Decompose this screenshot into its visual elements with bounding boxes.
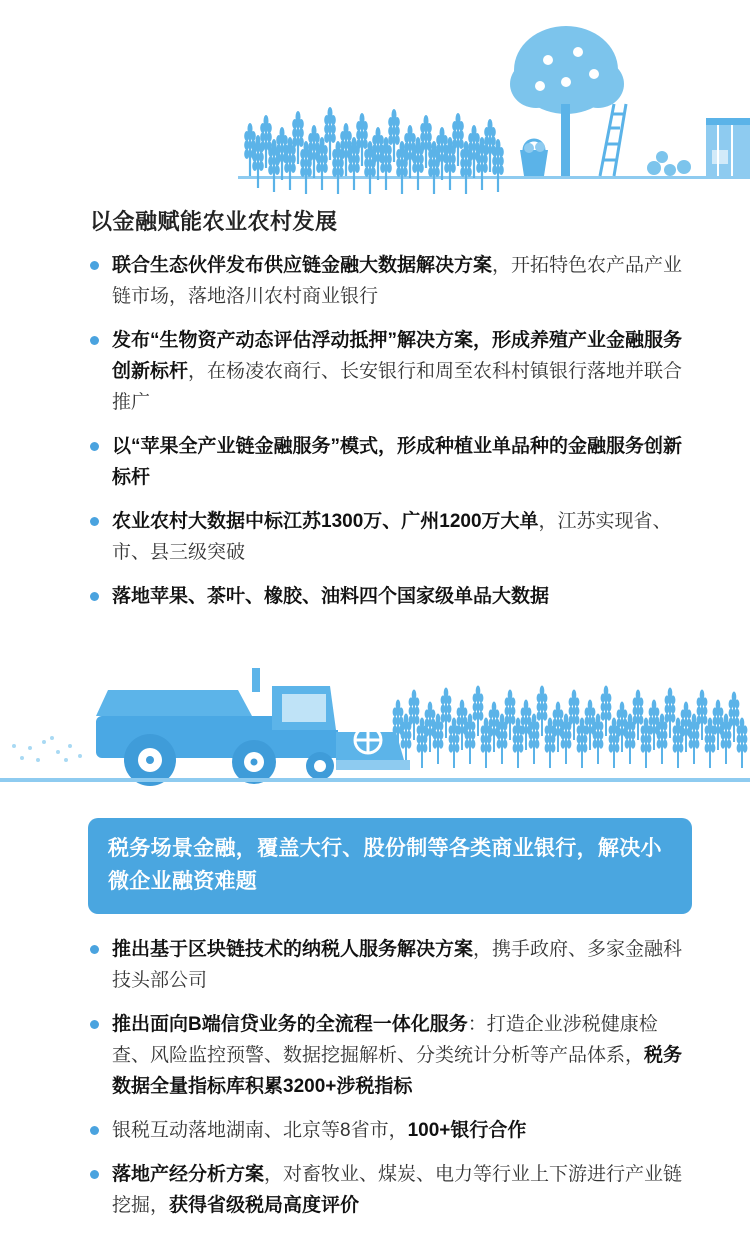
section-one-bullet-item-text: 以“苹果全产业链金融服务”模式，形成种植业单品种的金融服务创新标杆	[112, 436, 683, 488]
section-two-bullet-item-text: ：打造企业涉税健康检查、风险监控预警、数据挖掘解析、分类统计分析等产品体系，	[112, 1014, 658, 1066]
section-one-bullet-item	[90, 506, 690, 568]
section-two-bullet-item	[90, 934, 690, 996]
section-two-bullet-item-text: 银税互动落地湖南、北京等8省市，	[112, 1120, 408, 1141]
harvester-combine-in-wheat-field-illustration	[0, 620, 750, 790]
section-one-bullet-item-text: ，开拓特色农产品产业链市场，落地洛川农村商业银行	[112, 255, 683, 307]
section-one-bullet-item-text: ，在杨凌农商行、长安银行和周至农科村镇银行落地并联合推广	[112, 361, 683, 413]
section-two-bullet-list	[0, 934, 750, 1221]
section-one-bullet-item-text: 发布供应链金融大数据解决方案	[226, 255, 493, 276]
section-two-bullet-item-text: ，对畜牧业、煤炭、电力等行业上下游进行产业链挖掘，	[112, 1164, 683, 1216]
section-agriculture-finance	[0, 205, 750, 625]
section-two-bullet-item	[90, 1115, 690, 1146]
section-tax-scenario-finance	[0, 818, 750, 1234]
section-one-bullet-item-text: 农业农村大数据中标江苏1300万、广州1200万大单	[112, 511, 539, 532]
section-two-bullet-item-text: 税务数据全量指标库积累3200+涉税指标	[112, 1045, 683, 1097]
section-one-bullet-item-text: 落地苹果、茶叶、橡胶、油料四个国家级单品大数据	[112, 586, 550, 607]
section-two-bullet-item-text: 推出基于区块链技术的纳税人服务解决方案	[112, 939, 474, 960]
section-two-banner: 税务场景金融，覆盖大行、股份制等各类商业银行，解决小微企业融资难题	[88, 818, 692, 914]
section-two-bullet-item	[90, 1159, 690, 1221]
section-two-bullet-item	[90, 1009, 690, 1102]
section-two-bullet-item-text: 100+银行合作	[407, 1120, 527, 1141]
section-one-title: 以金融赋能农业农村发展	[90, 209, 338, 234]
section-two-bullet-item-text: ，携手政府、多家金融科技头部公司	[112, 939, 683, 991]
section-one-bullet-item-text: 发布“生物资产动态评估浮动抵押”解决方案，形成养殖产业金融服务创新标杆	[112, 330, 683, 382]
section-one-bullet-list	[0, 250, 750, 612]
section-one-bullet-item	[90, 581, 690, 612]
section-one-bullet-item-text: 联合生态伙伴	[112, 255, 227, 276]
section-two-bullet-item-text: 落地产经分析方案	[112, 1164, 265, 1185]
section-one-bullet-item	[90, 250, 690, 312]
section-two-bullet-item-text: 推出面向B端信贷业务的全流程一体化服务	[112, 1014, 468, 1035]
wheat-field-and-orchard-tree-illustration	[0, 0, 750, 195]
section-one-bullet-item	[90, 325, 690, 418]
section-one-bullet-item-text: ，江苏实现省、市、县三级突破	[112, 511, 672, 563]
section-one-bullet-item	[90, 431, 690, 493]
section-two-bullet-item-text: 获得省级税局高度评价	[169, 1195, 360, 1216]
